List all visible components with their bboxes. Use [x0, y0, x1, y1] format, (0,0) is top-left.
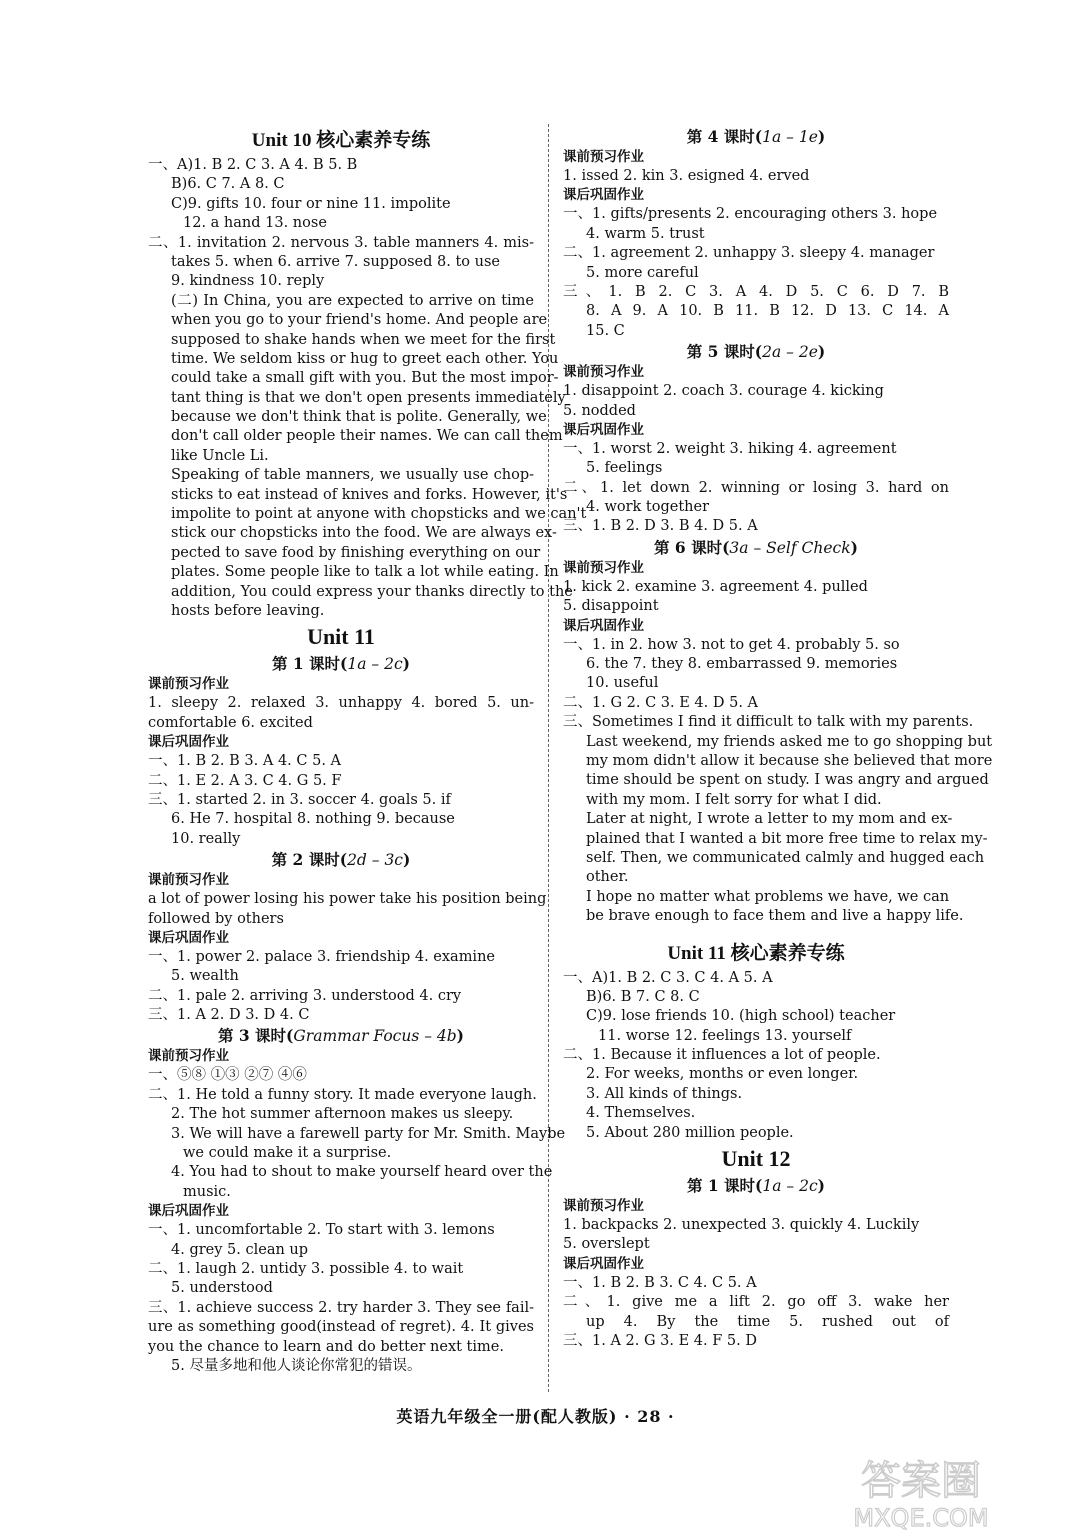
answer-line: 9. kindness 10. reply: [171, 273, 325, 290]
lesson-heading: [148, 653, 534, 675]
answer-line: 5. wealth: [171, 968, 239, 985]
answer-line: 一、1. uncomfortable 2. To start with 3. lemons: [148, 1222, 495, 1239]
answer-line: 一、1. power 2. palace 3. friendship 4. examine: [148, 948, 495, 965]
answer-line: 一、1. B 2. B 3. A 4. C 5. A: [148, 753, 342, 770]
answer-line: 一、A)1. B 2. C 3. A 4. B 5. B: [148, 157, 358, 173]
answer-line: with my mom. I felt sorry for what I did.: [586, 791, 882, 808]
answer-line: 10. useful: [586, 675, 659, 692]
answer-line: 11. worse 12. feelings 13. yourself: [598, 1027, 852, 1044]
section-label: 课后巩固作业: [563, 617, 644, 634]
lesson-range: Grammar Focus – 4b: [293, 1027, 457, 1046]
answer-line: 12. a hand 13. nose: [183, 215, 327, 232]
lesson-heading: [148, 1025, 534, 1047]
answer-line: I hope no matter what problems we have, we can: [586, 888, 950, 905]
answer-line: 三、1. A 2. G 3. E 4. F 5. D: [563, 1332, 757, 1349]
answer-line: 1. disappoint 2. coach 3. courage 4. kicking: [563, 383, 884, 400]
lesson-heading: [148, 849, 534, 871]
section-label: 课前预习作业: [563, 364, 644, 381]
lesson-number: 第 1 课时(: [271, 654, 348, 674]
answer-line: 三、1. B 2. C 3. A 4. D 5. C 6. D 7. B: [563, 283, 949, 300]
left-column: [148, 126, 587, 1376]
section-label: 课前预习作业: [563, 149, 644, 165]
section-label: 课前预习作业: [563, 1198, 644, 1215]
answer-line: 5. more careful: [586, 264, 699, 281]
lesson-number: 第 4 课时(: [686, 127, 763, 146]
answer-line: stick our chopsticks into the food. We are always ex-: [171, 525, 557, 542]
answer-line: pected to save food by finishing everything on our: [171, 544, 541, 561]
lesson-range: 2a – 2e: [762, 343, 818, 362]
answer-line: 三、1. started 2. in 3. soccer 4. goals 5. if: [148, 791, 451, 808]
answer-line: 二、1. give me a lift 2. go off 3. wake her: [563, 1294, 949, 1311]
answer-line: time. We seldom kiss or hug to greet each other. You: [171, 350, 559, 367]
column-divider: [548, 124, 549, 1392]
answer-line: music.: [183, 1183, 231, 1200]
page-footer: 英语九年级全一册(配人教版) · 28 ·: [396, 1407, 675, 1426]
lesson-close: ): [403, 850, 411, 870]
unit-title: Unit 12: [721, 1146, 791, 1172]
answer-line: 5. disappoint: [563, 598, 659, 615]
lesson-close: ): [817, 342, 826, 362]
answer-line: 4. Themselves.: [586, 1105, 696, 1122]
watermark-text: 答案圈: [861, 1458, 981, 1504]
answer-line: don't call older people their names. We can call them: [171, 428, 563, 445]
answer-line: 10. really: [171, 830, 241, 847]
lesson-range: 1a – 1e: [762, 128, 818, 146]
lesson-range: 2d – 3c: [347, 851, 403, 870]
lesson-close: ): [456, 1026, 464, 1046]
answer-line: 二、1. invitation 2. nervous 3. table manners 4. mis-: [148, 234, 534, 251]
section-label: 课后巩固作业: [148, 1203, 229, 1220]
lesson-range: 3a – Self Check: [729, 538, 851, 557]
right-column: [563, 126, 993, 1351]
answer-line: 一、⑤⑧ ①③ ②⑦ ④⑥: [148, 1067, 307, 1084]
answer-line: sticks to eat instead of knives and forks. However, it's: [171, 486, 568, 503]
answer-line: addition, You could express your thanks directly to the: [171, 583, 573, 600]
answer-line: like Uncle Li.: [171, 447, 269, 464]
answer-line: 15. C: [586, 322, 625, 339]
lesson-number: 第 5 课时(: [686, 342, 763, 362]
answer-line: takes 5. when 6. arrive 7. supposed 8. to use: [171, 253, 500, 270]
answer-line: 二、1. agreement 2. unhappy 3. sleepy 4. manager: [563, 245, 935, 262]
answer-line: tant thing is that we don't open presents immediately: [171, 389, 566, 406]
section-label: 课后巩固作业: [148, 734, 229, 751]
answer-line: 3. All kinds of things.: [586, 1085, 743, 1102]
answer-line: 4. warm 5. trust: [586, 225, 705, 242]
answer-line: 5. overslept: [563, 1236, 650, 1253]
answer-line: 8. A 9. A 10. B 11. B 12. D 13. C 14. A: [586, 303, 949, 320]
answer-line: because we don't think that is polite. Generally, we: [171, 409, 547, 426]
answer-line: a lot of power losing his power take his position being: [148, 891, 547, 908]
answer-line: C)9. gifts 10. four or nine 11. impolite: [171, 195, 451, 212]
section-label: 课前预习作业: [148, 676, 229, 693]
lesson-close: ): [817, 1176, 825, 1196]
answer-line: 三、1. B 2. D 3. B 4. D 5. A: [563, 518, 758, 535]
answer-line: 二、1. let down 2. winning or losing 3. hard on: [563, 479, 949, 496]
section-label: 课后巩固作业: [148, 929, 229, 946]
answer-line: self. Then, we communicated calmly and hugged each: [586, 849, 985, 866]
answer-line: 2. For weeks, months or even longer.: [586, 1066, 859, 1083]
answer-line: 二、1. He told a funny story. It made everyone laugh.: [148, 1086, 537, 1103]
watermark-logo: [821, 1452, 1021, 1532]
answer-line: up 4. By the time 5. rushed out of: [586, 1313, 949, 1330]
answer-line: 6. He 7. hospital 8. nothing 9. because: [171, 811, 455, 828]
lesson-number: 第 3 课时(: [217, 1026, 294, 1046]
answer-line: 三、1. achieve success 2. try harder 3. They see fail-: [148, 1299, 534, 1316]
answer-line: 一、1. in 2. how 3. not to get 4. probably 5. so: [563, 636, 900, 653]
unit-heading: Unit 10 核心素养专练: [251, 130, 431, 151]
answer-line: 4. grey 5. clean up: [171, 1241, 309, 1258]
answer-line: 一、1. B 2. B 3. C 4. C 5. A: [563, 1274, 757, 1291]
answer-line: 二、1. pale 2. arriving 3. understood 4. cry: [148, 987, 462, 1004]
answer-line: hosts before leaving.: [171, 602, 325, 619]
answer-line: 二、1. Because it influences a lot of people.: [563, 1047, 881, 1064]
answer-line: 5. About 280 million people.: [586, 1124, 794, 1141]
answer-line: time should be spent on study. I was angry and argued: [586, 772, 989, 789]
answer-line: 5. feelings: [586, 460, 663, 477]
answer-line: B)6. C 7. A 8. C: [171, 176, 285, 193]
lesson-close: ): [402, 654, 410, 674]
answer-line: 二、1. laugh 2. untidy 3. possible 4. to wait: [148, 1260, 464, 1277]
lesson-close: ): [850, 537, 858, 557]
lesson-range: 1a – 2c: [762, 1177, 818, 1196]
answer-line: you the chance to learn and do better next time.: [148, 1338, 504, 1355]
answer-line: be brave enough to face them and live a happy life.: [586, 908, 964, 925]
answer-line: 1. issed 2. kin 3. esigned 4. erved: [563, 168, 810, 184]
spacer: [563, 927, 949, 939]
answer-line: (二) In China, you are expected to arrive on time: [171, 292, 534, 309]
section-label: 课后巩固作业: [563, 421, 644, 438]
answer-line: my mom didn't allow it because she believed that more: [586, 752, 993, 769]
lesson-heading: [563, 341, 949, 363]
answer-line: we could make it a surprise.: [183, 1145, 392, 1162]
lesson-heading: [563, 537, 949, 559]
answer-line: impolite to point at anyone with chopsticks and we can't: [171, 506, 587, 523]
answer-line: B)6. B 7. C 8. C: [586, 988, 700, 1005]
answer-line: 二、1. E 2. A 3. C 4. G 5. F: [148, 772, 342, 789]
section-label: 课后巩固作业: [563, 1255, 644, 1272]
lesson-range: 1a – 2c: [347, 655, 403, 674]
answer-line: supposed to shake hands when we meet for the first: [171, 331, 556, 348]
unit-heading: Unit 11 核心素养专练: [667, 942, 845, 964]
answer-line: 3. We will have a farewell party for Mr. Smith. Maybe: [171, 1125, 566, 1142]
watermark-url: MXQE.COM: [853, 1504, 989, 1532]
answer-line: 二、1. G 2. C 3. E 4. D 5. A: [563, 694, 759, 711]
answer-line: 5. 尽量多地和他人谈论你常犯的错误。: [171, 1357, 422, 1374]
answer-line: 1. sleepy 2. relaxed 3. unhappy 4. bored 5. un-: [148, 695, 534, 712]
answer-line: 2. The hot summer afternoon makes us sleepy.: [171, 1106, 514, 1123]
answer-line: comfortable 6. excited: [148, 714, 313, 731]
answer-line: 1. kick 2. examine 3. agreement 4. pulled: [563, 578, 868, 595]
lesson-number: 第 2 课时(: [271, 850, 348, 870]
section-label: 课后巩固作业: [563, 187, 644, 204]
answer-line: plained that I wanted a bit more free time to relax my-: [586, 830, 988, 847]
answer-line: Last weekend, my friends asked me to go shopping but: [586, 733, 993, 750]
lesson-heading: [563, 1175, 949, 1197]
answer-line: plates. Some people like to talk a lot while eating. In: [171, 564, 559, 581]
lesson-number: 第 6 课时(: [654, 537, 730, 557]
answer-line: 一、1. gifts/presents 2. encouraging others 3. hope: [563, 206, 938, 223]
answer-line: Later at night, I wrote a letter to my mom and ex-: [586, 811, 953, 828]
answer-line: could take a small gift with you. But the most impor-: [171, 370, 559, 387]
lesson-close: ): [817, 127, 826, 146]
answer-line: 三、1. A 2. D 3. D 4. C: [148, 1007, 310, 1024]
section-label: 课前预习作业: [563, 559, 644, 576]
answer-line: when you go to your friend's home. And people are: [171, 312, 548, 329]
answer-line: Speaking of table manners, we usually use chop-: [171, 467, 534, 484]
answer-line: followed by others: [148, 910, 284, 927]
lesson-number: 第 1 课时(: [686, 1176, 763, 1196]
answer-line: 6. the 7. they 8. embarrassed 9. memories: [586, 656, 898, 673]
lesson-heading: [563, 126, 949, 148]
answer-line: 5. understood: [171, 1280, 273, 1297]
unit-title: Unit 11: [307, 624, 375, 650]
section-label: 课前预习作业: [148, 1048, 229, 1065]
answer-line: 4. work together: [586, 499, 710, 516]
answer-line: 1. backpacks 2. unexpected 3. quickly 4. Luckily: [563, 1217, 920, 1234]
answer-line: 一、1. worst 2. weight 3. hiking 4. agreement: [563, 440, 897, 457]
answer-line: C)9. lose friends 10. (high school) teacher: [586, 1008, 896, 1025]
answer-line: other.: [586, 869, 629, 886]
answer-line: 5. nodded: [563, 402, 636, 419]
answer-line: 一、A)1. B 2. C 3. C 4. A 5. A: [563, 969, 773, 986]
answer-line: 4. You had to shout to make yourself heard over the: [171, 1164, 553, 1181]
section-label: 课前预习作业: [148, 872, 229, 889]
answer-line: ure as something good(instead of regret). 4. It gives: [148, 1319, 534, 1336]
answer-line: 三、Sometimes I find it difficult to talk with my parents.: [563, 714, 974, 731]
